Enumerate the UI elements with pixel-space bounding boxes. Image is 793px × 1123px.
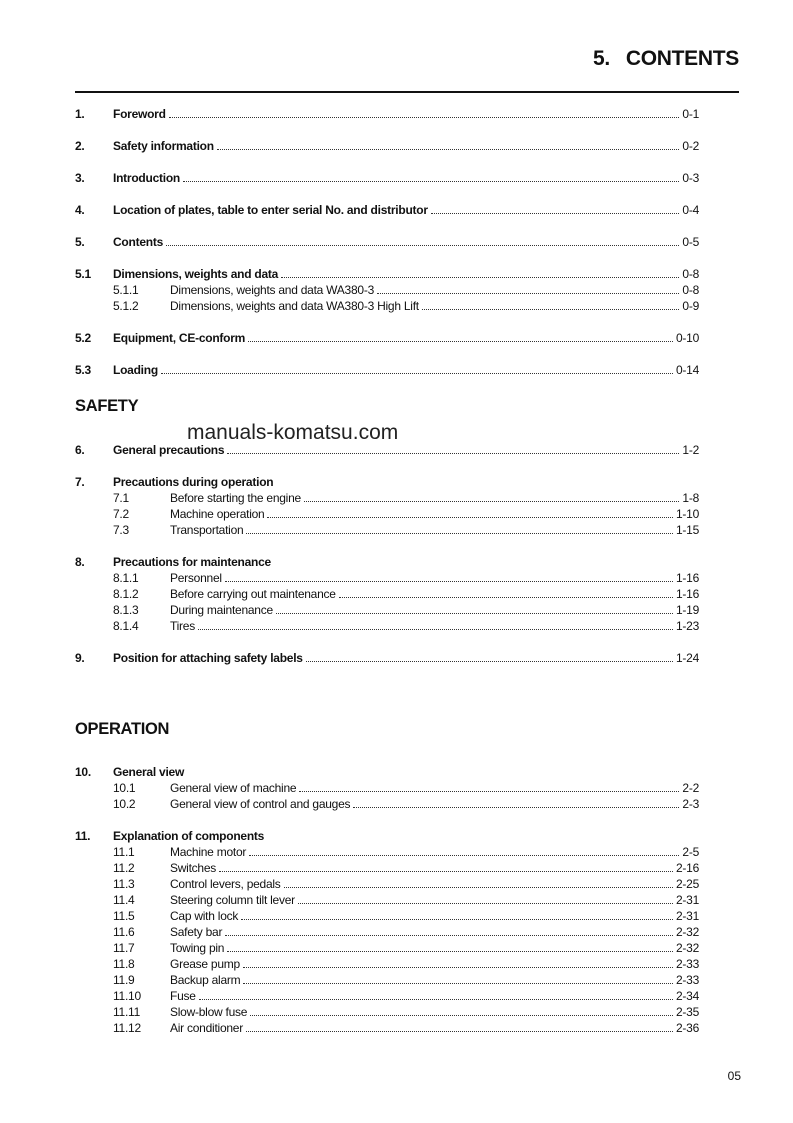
entry-page: 1-10 — [675, 507, 699, 521]
toc-subentry[interactable] — [113, 507, 699, 521]
entry-number: 7. — [75, 475, 85, 489]
toc-subentry[interactable] — [113, 973, 699, 987]
toc-subentry[interactable] — [113, 909, 699, 923]
dot-leader — [243, 983, 673, 984]
entry-page: 2-32 — [675, 941, 699, 955]
entry-title: Contents — [113, 235, 163, 249]
entry-page: 1-23 — [675, 619, 699, 633]
entry-number: 3. — [75, 171, 85, 185]
entry-title: Introduction — [113, 171, 180, 185]
entry-page: 2-3 — [682, 797, 699, 811]
entry-title: Foreword — [113, 107, 166, 121]
toc-subentry[interactable] — [113, 1021, 699, 1035]
entry-number: 5.1.1 — [113, 283, 139, 297]
entry-number: 5.1 — [75, 267, 91, 281]
entry-title: Dimensions, weights and data — [113, 267, 279, 281]
entry-title: Personnel — [170, 571, 222, 585]
toc-subentry[interactable] — [113, 571, 699, 585]
dot-leader — [248, 341, 673, 342]
toc-subentry[interactable] — [113, 523, 699, 537]
entry-title: Precautions during operation — [113, 475, 274, 489]
entry-page: 2-2 — [682, 781, 699, 795]
entry-title: Air conditioner — [170, 1021, 243, 1035]
entry-number: 11.6 — [113, 925, 135, 939]
entry-title: General view — [113, 765, 185, 779]
entry-page: 2-35 — [675, 1005, 699, 1019]
entry-page: 0-3 — [682, 171, 699, 185]
entry-page: 2-16 — [675, 861, 699, 875]
entry-number: 10. — [75, 765, 91, 779]
entry-title: Towing pin — [170, 941, 225, 955]
entry-title: Before carrying out maintenance — [170, 587, 336, 601]
entry-title: Control levers, pedals — [170, 877, 281, 891]
dot-leader — [377, 293, 679, 294]
entry-number: 11.8 — [113, 957, 135, 971]
toc-subentry[interactable] — [113, 861, 699, 875]
toc-subentry[interactable] — [113, 797, 699, 811]
entry-title: During maintenance — [170, 603, 273, 617]
entry-page: 2-33 — [675, 973, 699, 987]
toc-subentry[interactable] — [113, 877, 699, 891]
entry-number: 4. — [75, 203, 85, 217]
entry-title: Position for attaching safety labels — [113, 651, 303, 665]
toc-subentry[interactable] — [113, 957, 699, 971]
entry-number: 10.1 — [113, 781, 136, 795]
toc-entry[interactable] — [75, 171, 699, 185]
entry-number: 5.2 — [75, 331, 91, 345]
entry-number: 10.2 — [113, 797, 136, 811]
dot-leader — [219, 871, 673, 872]
toc-subentry[interactable] — [113, 491, 699, 505]
entry-page: 1-19 — [675, 603, 699, 617]
entry-page: 0-4 — [682, 203, 699, 217]
entry-number: 1. — [75, 107, 85, 121]
entry-page: 2-33 — [675, 957, 699, 971]
entry-number: 7.1 — [113, 491, 129, 505]
toc-subentry[interactable] — [113, 925, 699, 939]
entry-title: General view of machine — [170, 781, 297, 795]
toc-subentry[interactable] — [113, 845, 699, 859]
entry-title: Fuse — [170, 989, 196, 1003]
entry-title: Safety information — [113, 139, 214, 153]
entry-title: Safety bar — [170, 925, 223, 939]
dot-leader — [246, 1031, 673, 1032]
entry-page: 2-31 — [675, 909, 699, 923]
entry-title: Backup alarm — [170, 973, 241, 987]
entry-page: 2-25 — [675, 877, 699, 891]
dot-leader — [306, 661, 673, 662]
toc-subentry[interactable] — [113, 283, 699, 297]
page-number: 05 — [727, 1069, 741, 1083]
toc-subentry[interactable] — [113, 989, 699, 1003]
entry-number: 5. — [75, 235, 85, 249]
dot-leader — [422, 309, 680, 310]
entry-page: 1-15 — [675, 523, 699, 537]
dot-leader — [298, 903, 673, 904]
entry-number: 8.1.3 — [113, 603, 139, 617]
dot-leader — [267, 517, 672, 518]
entry-number: 11.3 — [113, 877, 135, 891]
toc-entry[interactable] — [75, 829, 699, 843]
dot-leader — [284, 887, 673, 888]
dot-leader — [276, 613, 673, 614]
entry-number: 11.4 — [113, 893, 135, 907]
entry-title: Slow-blow fuse — [170, 1005, 248, 1019]
entry-page: 1-2 — [682, 443, 699, 457]
toc-subentry[interactable] — [113, 603, 699, 617]
entry-number: 6. — [75, 443, 85, 457]
toc-entry[interactable] — [75, 475, 699, 489]
toc-entry[interactable] — [75, 235, 699, 249]
toc-subentry[interactable] — [113, 941, 699, 955]
entry-number: 11.7 — [113, 941, 135, 955]
toc-entry[interactable] — [75, 765, 699, 779]
entry-page: 1-16 — [675, 587, 699, 601]
entry-number: 8. — [75, 555, 85, 569]
entry-page: 0-8 — [682, 283, 699, 297]
entry-page: 1-8 — [682, 491, 699, 505]
entry-title: General precautions — [113, 443, 225, 457]
dot-leader — [281, 277, 679, 278]
entry-page: 0-10 — [675, 331, 699, 345]
dot-leader — [241, 919, 673, 920]
entry-title: Cap with lock — [170, 909, 239, 923]
entry-title: Transportation — [170, 523, 244, 537]
entry-number: 11. — [75, 829, 91, 843]
dot-leader — [299, 791, 679, 792]
entry-number: 9. — [75, 651, 85, 665]
entry-title: Dimensions, weights and data WA380-3 — [170, 283, 374, 297]
dot-leader — [217, 149, 680, 150]
entry-title: Before starting the engine — [170, 491, 301, 505]
entry-title: Explanation of components — [113, 829, 265, 843]
entry-title: Machine motor — [170, 845, 247, 859]
entry-page: 2-34 — [675, 989, 699, 1003]
section-heading: SAFETY — [75, 397, 139, 415]
dot-leader — [249, 855, 679, 856]
entry-title: Steering column tilt lever — [170, 893, 295, 907]
entry-title: Location of plates, table to enter serial No. and distributor — [113, 203, 428, 217]
dot-leader — [183, 181, 679, 182]
dot-leader — [225, 935, 673, 936]
entry-page: 2-5 — [682, 845, 699, 859]
entry-number: 5.1.2 — [113, 299, 139, 313]
entry-title: Equipment, CE-conform — [113, 331, 246, 345]
entry-number: 8.1.1 — [113, 571, 139, 585]
toc-subentry[interactable] — [113, 893, 699, 907]
entry-page: 0-5 — [682, 235, 699, 249]
dot-leader — [169, 117, 680, 118]
toc-entry[interactable] — [75, 107, 699, 121]
dot-leader — [199, 999, 673, 1000]
watermark: manuals-komatsu.com — [187, 421, 399, 444]
section-heading: OPERATION — [75, 720, 170, 738]
entry-title: Loading — [113, 363, 158, 377]
toc-entry[interactable] — [75, 331, 699, 345]
chapter-number: 5. — [592, 47, 610, 70]
dot-leader — [304, 501, 679, 502]
entry-number: 11.10 — [113, 989, 141, 1003]
entry-title: Switches — [170, 861, 217, 875]
entry-number: 7.2 — [113, 507, 129, 521]
dot-leader — [339, 597, 673, 598]
dot-leader — [161, 373, 673, 374]
dot-leader — [431, 213, 680, 214]
entry-page: 0-9 — [682, 299, 699, 313]
entry-number: 7.3 — [113, 523, 129, 537]
entry-number: 2. — [75, 139, 85, 153]
toc-entry[interactable] — [75, 651, 699, 665]
toc-entry[interactable] — [75, 443, 699, 457]
entry-page: 0-1 — [682, 107, 699, 121]
entry-number: 11.2 — [113, 861, 135, 875]
entry-number: 8.1.2 — [113, 587, 139, 601]
entry-title: General view of control and gauges — [170, 797, 351, 811]
dot-leader — [225, 581, 673, 582]
toc-entry[interactable] — [75, 203, 699, 217]
toc-entry[interactable] — [75, 363, 699, 377]
entry-page: 0-8 — [682, 267, 699, 281]
entry-title: Grease pump — [170, 957, 240, 971]
dot-leader — [227, 951, 673, 952]
dot-leader — [198, 629, 673, 630]
toc-entry[interactable] — [75, 139, 699, 153]
entry-page: 0-14 — [675, 363, 699, 377]
dot-leader — [246, 533, 673, 534]
toc-subentry[interactable] — [113, 587, 699, 601]
dot-leader — [166, 245, 679, 246]
entry-number: 11.9 — [113, 973, 135, 987]
entry-page: 1-24 — [675, 651, 699, 665]
toc-subentry[interactable] — [113, 1005, 699, 1019]
entry-number: 5.3 — [75, 363, 91, 377]
entry-title: Machine operation — [170, 507, 265, 521]
dot-leader — [243, 967, 673, 968]
toc-subentry[interactable] — [113, 619, 699, 633]
entry-page: 1-16 — [675, 571, 699, 585]
dot-leader — [250, 1015, 673, 1016]
page-title — [593, 47, 739, 71]
entry-number: 11.12 — [113, 1021, 141, 1035]
entry-page: 2-32 — [675, 925, 699, 939]
entry-page: 0-2 — [682, 139, 699, 153]
entry-number: 8.1.4 — [113, 619, 139, 633]
entry-title: Tires — [170, 619, 195, 633]
entry-number: 11.1 — [113, 845, 135, 859]
header-rule — [75, 91, 739, 93]
entry-page: 2-36 — [675, 1021, 699, 1035]
entry-number: 11.5 — [113, 909, 135, 923]
toc-subentry[interactable] — [113, 781, 699, 795]
entry-title: Dimensions, weights and data WA380-3 High Lift — [170, 299, 419, 313]
toc-entry[interactable] — [75, 555, 699, 569]
dot-leader — [353, 807, 679, 808]
entry-title: Precautions for maintenance — [113, 555, 271, 569]
chapter-title: CONTENTS — [625, 47, 739, 70]
toc-entry[interactable] — [75, 267, 699, 281]
dot-leader — [227, 453, 679, 454]
entry-page: 2-31 — [675, 893, 699, 907]
toc-subentry[interactable] — [113, 299, 699, 313]
entry-number: 11.11 — [113, 1005, 140, 1019]
